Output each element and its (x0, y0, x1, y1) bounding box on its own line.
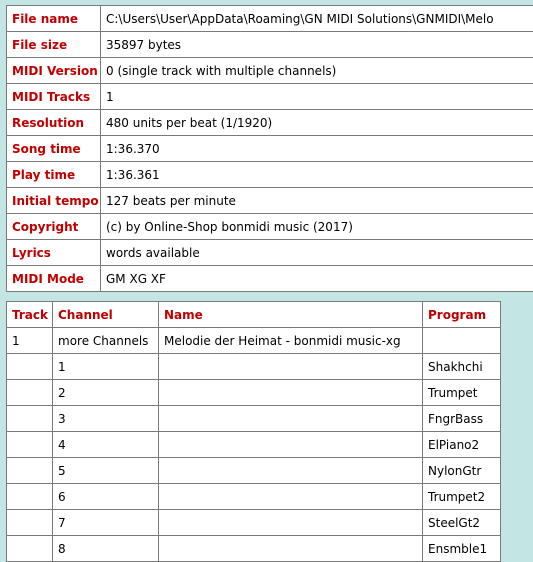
program-cell: FngrBass (423, 406, 501, 432)
info-row-file-name (7, 6, 533, 32)
table-row (7, 536, 501, 562)
name-cell (159, 432, 423, 458)
table-row (7, 510, 501, 536)
channel-cell: more Channels (53, 328, 159, 354)
info-label: MIDI Mode (7, 266, 101, 292)
program-cell: Trumpet (423, 380, 501, 406)
info-label: MIDI Tracks (7, 84, 101, 110)
info-value: words available (101, 240, 533, 266)
info-row-play-time (7, 162, 533, 188)
info-value: 127 beats per minute (101, 188, 533, 214)
info-value: (c) by Online-Shop bonmidi music (2017) (101, 214, 533, 240)
name-cell (159, 458, 423, 484)
info-row-song-time (7, 136, 533, 162)
program-cell: Shakhchi (423, 354, 501, 380)
channel-cell: 4 (53, 432, 159, 458)
info-row-midi-mode (7, 266, 533, 292)
info-label: Play time (7, 162, 101, 188)
column-header-program: Program (423, 302, 501, 328)
info-row-lyrics (7, 240, 533, 266)
name-cell (159, 510, 423, 536)
channel-cell: 1 (53, 354, 159, 380)
info-label: Copyright (7, 214, 101, 240)
track-cell (7, 536, 53, 562)
info-row-midi-version (7, 58, 533, 84)
info-row-initial-tempo (7, 188, 533, 214)
name-cell (159, 354, 423, 380)
table-row (7, 354, 501, 380)
program-cell: Ensmble1 (423, 536, 501, 562)
info-value: 35897 bytes (101, 32, 533, 58)
name-cell (159, 406, 423, 432)
program-cell: ElPiano2 (423, 432, 501, 458)
info-value: C:\Users\User\AppData\Roaming\GN MIDI Solutions\GNMIDI\Melo (101, 6, 533, 32)
info-label: Song time (7, 136, 101, 162)
track-cell (7, 406, 53, 432)
info-value: 1:36.361 (101, 162, 533, 188)
info-label: Lyrics (7, 240, 101, 266)
info-row-midi-tracks (7, 84, 533, 110)
channel-cell: 8 (53, 536, 159, 562)
table-row (7, 484, 501, 510)
track-cell: 1 (7, 328, 53, 354)
info-value: 0 (single track with multiple channels) (101, 58, 533, 84)
info-value: GM XG XF (101, 266, 533, 292)
program-cell: NylonGtr (423, 458, 501, 484)
info-label: File size (7, 32, 101, 58)
name-cell: Melodie der Heimat - bonmidi music-xg (159, 328, 423, 354)
channel-cell: 7 (53, 510, 159, 536)
track-cell (7, 458, 53, 484)
table-row (7, 432, 501, 458)
name-cell (159, 536, 423, 562)
program-cell: Trumpet2 (423, 484, 501, 510)
table-row (7, 458, 501, 484)
info-value: 1 (101, 84, 533, 110)
program-cell: SteelGt2 (423, 510, 501, 536)
table-row (7, 406, 501, 432)
info-row-file-size (7, 32, 533, 58)
info-row-resolution (7, 110, 533, 136)
column-header-track: Track (7, 302, 53, 328)
column-header-name: Name (159, 302, 423, 328)
info-label: Initial tempo (7, 188, 101, 214)
tracks-table (6, 301, 501, 562)
table-row (7, 380, 501, 406)
file-info-panel (6, 5, 533, 292)
info-label: Resolution (7, 110, 101, 136)
channel-cell: 3 (53, 406, 159, 432)
tracks-header-row (7, 302, 501, 328)
info-value: 480 units per beat (1/1920) (101, 110, 533, 136)
name-cell (159, 380, 423, 406)
table-row (7, 328, 501, 354)
track-cell (7, 510, 53, 536)
tracks-panel (6, 301, 500, 562)
track-cell (7, 432, 53, 458)
track-cell (7, 354, 53, 380)
info-label: File name (7, 6, 101, 32)
program-cell (423, 328, 501, 354)
info-value: 1:36.370 (101, 136, 533, 162)
channel-cell: 5 (53, 458, 159, 484)
column-header-channel: Channel (53, 302, 159, 328)
channel-cell: 2 (53, 380, 159, 406)
channel-cell: 6 (53, 484, 159, 510)
track-cell (7, 380, 53, 406)
name-cell (159, 484, 423, 510)
file-info-table (6, 5, 533, 292)
track-cell (7, 484, 53, 510)
info-row-copyright (7, 214, 533, 240)
info-label: MIDI Version (7, 58, 101, 84)
